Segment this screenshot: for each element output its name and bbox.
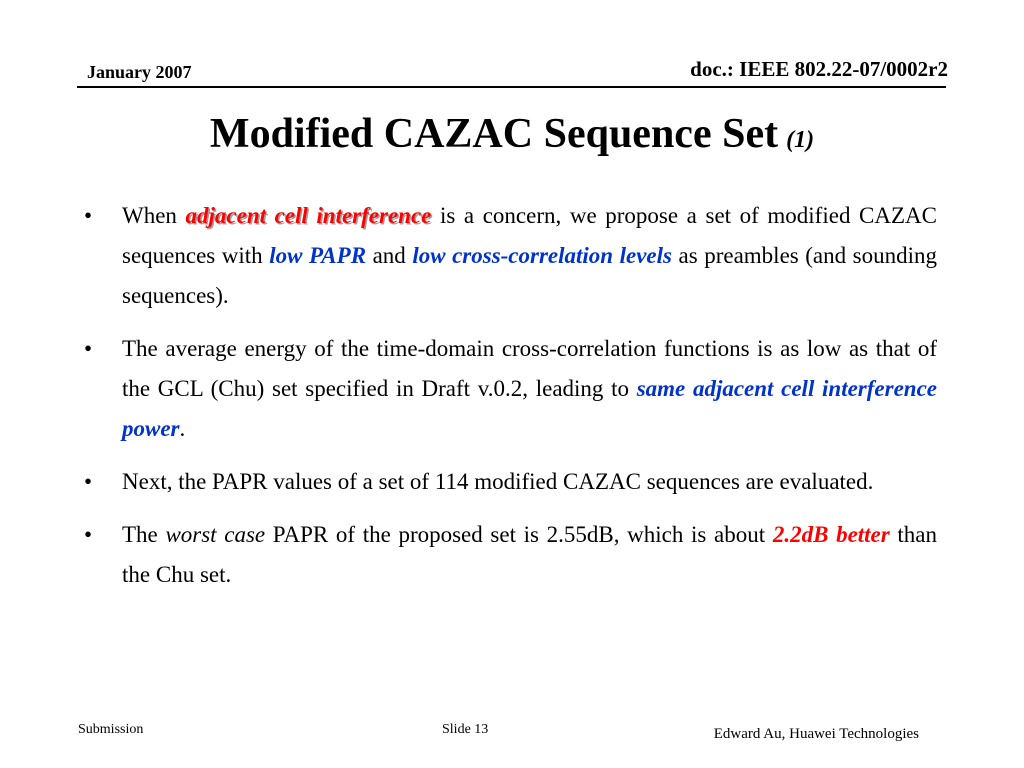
emphasis-text: low cross-correlation levels	[412, 243, 672, 268]
bullet-item	[80, 196, 937, 316]
footer-slide-number: Slide 13	[442, 722, 489, 737]
bullet-text: The	[122, 522, 166, 547]
slide-title-main: Modified CAZAC Sequence Set	[209, 111, 779, 157]
bullet-item	[80, 462, 937, 502]
bullet-icon: •	[84, 522, 93, 547]
emphasis-text: low PAPR	[269, 243, 367, 268]
bullet-list	[80, 196, 937, 608]
footer-submission: Submission	[78, 722, 144, 737]
footer-author: Edward Au, Huawei Technologies	[713, 726, 919, 742]
bullet-icon: •	[84, 336, 93, 361]
emphasis-text: adjacent cell interference	[185, 203, 432, 228]
bullet-text: Next, the PAPR values of a set of 114 modified CAZAC sequences are evaluated.	[122, 469, 874, 494]
emphasis-text: same adjacent cell interference power	[122, 376, 937, 441]
emphasis-text: 2.2dB better	[772, 522, 890, 547]
slide-title-sub: (1)	[786, 127, 815, 153]
bullet-text: than the Chu set.	[122, 522, 937, 587]
bullet-text: When	[122, 203, 186, 228]
header-doc-id: doc.: IEEE 802.22-07/0002r2	[690, 57, 948, 81]
bullet-icon: •	[84, 203, 93, 228]
bullet-icon: •	[84, 469, 93, 494]
bullet-text: as preambles (and sounding sequences).	[122, 243, 937, 308]
bullet-text: The average energy of the time-domain cross-correlation functions is as low as that of the GCL (Chu) set specified in Draft v.0.2, leading to	[122, 336, 937, 401]
bullet-text: PAPR of the proposed set is 2.55dB, which is about	[265, 522, 773, 547]
bullet-item	[80, 515, 937, 595]
slide-title	[0, 108, 1024, 166]
bullet-text: .	[179, 416, 186, 441]
bullet-item	[80, 329, 937, 449]
bullet-text: is a concern, we propose a set of modified CAZAC sequences with	[122, 203, 937, 268]
bullet-text: and	[366, 243, 413, 268]
header-divider	[77, 86, 946, 88]
emphasis-text: worst case	[165, 522, 266, 547]
header-date: January 2007	[87, 62, 192, 82]
